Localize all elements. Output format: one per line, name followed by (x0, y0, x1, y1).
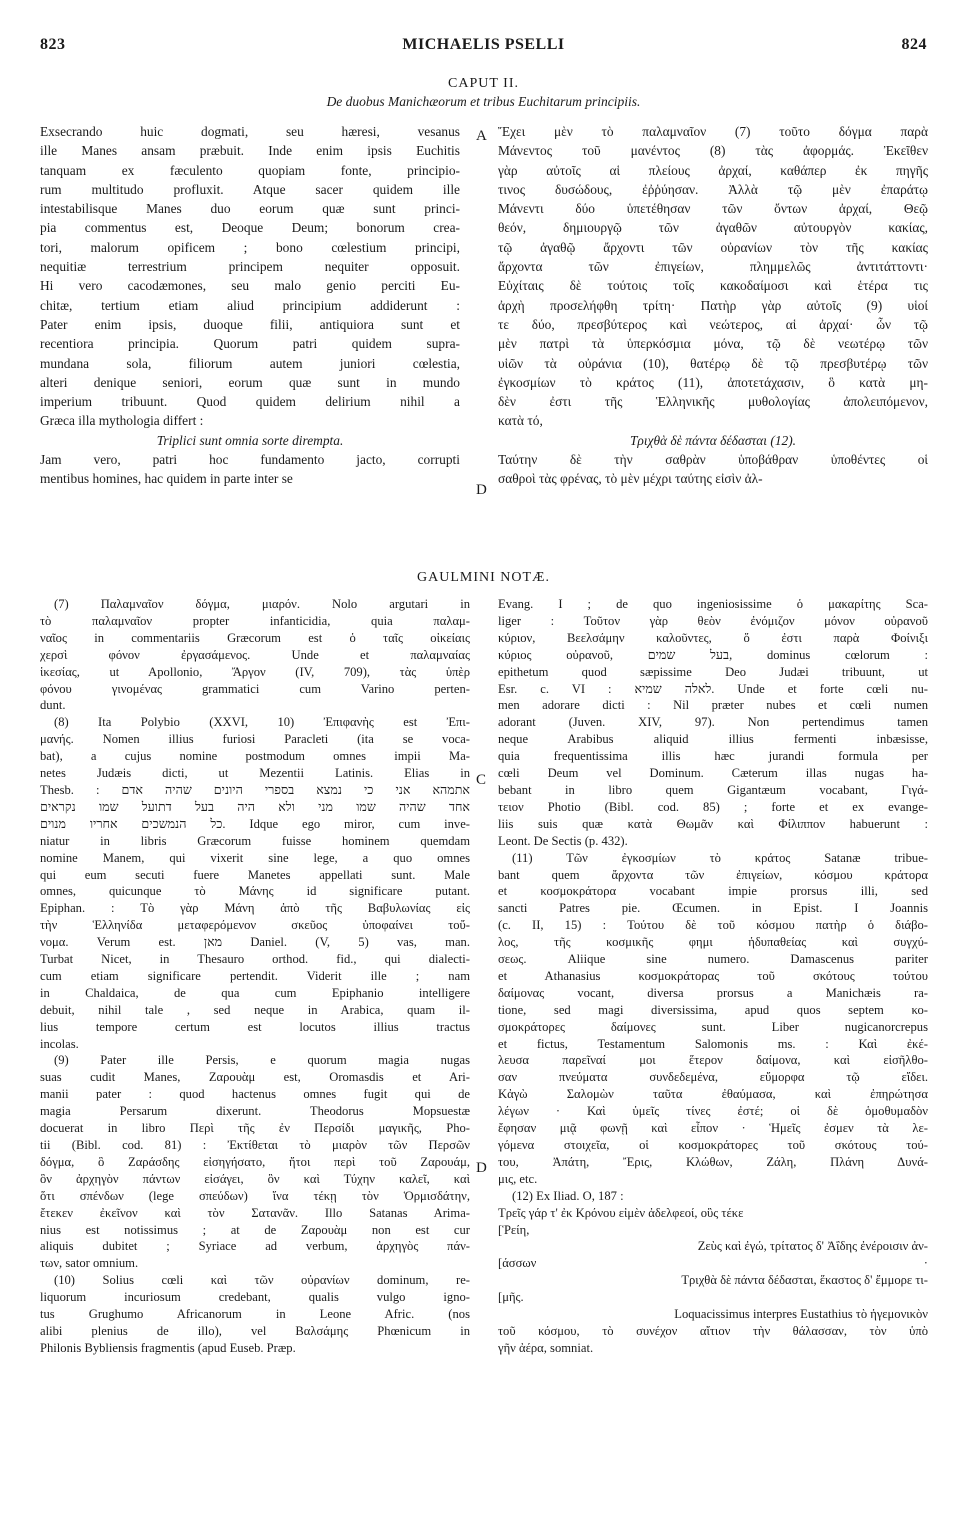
latin-text-line: alteri denique seniori, eorum quæ sunt in mundo (40, 374, 460, 390)
notes-left-line: suas cudit Manes, Ζαρουὰμ est, Oromasdis et Ari- (40, 1070, 470, 1085)
notes-left-line: omnes, quicunque τὸ Μάνης id significare putant. (40, 884, 470, 899)
notes-right-line: Ζεὺς καὶ ἐγώ, τρίτατος δ' Ἀΐδης ἐνέροισιν ἀν- (697, 1239, 928, 1254)
notes-left-line: τὴν Ἑλληνίδα μεταφερόμενον σκεῦος ὑποφαίνει τοὔ- (40, 918, 470, 933)
notes-right-line: men adorare dicti : Nil præter nubes et cœli numen (498, 698, 928, 713)
page-number-left: 823 (40, 36, 66, 53)
latin-text-line: Hi vero cacodæmones, seu malo genio perciti Eu- (40, 278, 460, 294)
notes-left-line: tii (Bibl. cod. 81) : Ἐκτίθεται τὸ μιαρὸν τῶν Περσῶν (40, 1138, 470, 1152)
latin-text-line: imperium tribuunt. Quod quidem delirium nihil a (40, 394, 460, 410)
greek-text-line: τε δύο, πρεσβύτερος καὶ νεώτερος, αἱ ἀρχαί· ὧν τῷ (498, 316, 928, 332)
notes-right-line: epithetum quod sæpissime Deo Judæi tribuunt, ut (498, 664, 928, 679)
notes-right-line: et κοσμοκράτορα vocabant impie prorsus illi, sed (498, 884, 928, 899)
notes-left-line: μανής. Nomen illius furiosi Paracleti (ita se voca- (40, 732, 470, 747)
notes-left-line: in Chaldaica, de qua cum Epiphanio intelligere (40, 985, 470, 1000)
greek-text-line: σαθροὶ τὰς φρένας, τὸ μὲν μέχρι ταύτης εἰσὶν ἀλ- (498, 471, 763, 487)
notes-right-column (498, 596, 928, 1357)
notes-left-line: ναῖος in commentariis Græcorum est ὁ ταῖς οἰκείαις (40, 630, 470, 645)
chapter-title: De duobus Manichæorum et tribus Euchitarum principiis. (326, 94, 641, 109)
notes-right-line: λευσα παρεῖναί μοι ἕτερον δαίμονα, καὶ εἰσῆλθο- (498, 1053, 928, 1068)
notes-left-line: niatur in libris Græcorum fuisse hominem quemdam (40, 833, 470, 848)
notes-right-line: (12) Ex Iliad. Ο, 187 : (512, 1188, 624, 1203)
notes-right-line: σεως. Aliique sine numero. Damascenus pariter (498, 952, 928, 967)
notes-left-line: (10) Solius cœli καὶ τῶν οὐρανίων dominum, re- (54, 1273, 470, 1288)
notes-left-line: χερσὶ φόνον ἐργασάμενος. Unde et παλαμναίας (40, 647, 470, 662)
notes-left-line: lius tempore certum est locutos illius tractus (40, 1019, 470, 1034)
greek-text-line: Ἔχει μὲν τὸ παλαμναῖον (7) τοῦτο δόγμα παρὰ (498, 124, 928, 139)
notes-left-line: Epiphan. : Τὸ γὰρ Μάνη ἀπὸ τῆς Βαβυλωνίας εἰς (40, 901, 470, 916)
notes-right-line: tione, sed magi diversissima, apud quos septem κο- (498, 1002, 928, 1017)
greek-text-line: θεόν, δημιουργῷ τῶν ἀγαθῶν αὐτουργὸν κακίας, (498, 220, 928, 236)
chapter-number: CAPUT II. (448, 76, 519, 91)
notes-left-line: magia Persarum dixerunt. Theodorus Mopsuestæ (40, 1104, 470, 1119)
greek-text-line: Μάνεντι δύο ὑπετέθησαν τῶν ὄντων ἀρχαί, Θεῷ (498, 201, 928, 217)
notes-left-line: τὸ παλαμναῖον propter infanticidia, quia παλαμ- (40, 613, 470, 628)
margin-letter-b: D (476, 482, 487, 498)
greek-text-line: ἀρχὴ προσελήφθη τρίτη· Πατὴρ γὰρ αὐτοῖς (9) υἱοί (498, 297, 928, 313)
notes-right-line: (c. II, 15) : Τούτου δὲ τοῦ κόσμου πατὴρ ὁ διάβο- (498, 918, 928, 933)
latin-text-column (40, 122, 460, 489)
notes-right-line: κύριος οὐρανοῦ, בעל שמים, dominus cœlorum : (498, 647, 928, 662)
greek-text-line: Εὐχίταις δὲ τούτοις τοῖς κακοδαίμοσι καὶ ἑτέρα τις (498, 278, 928, 294)
latin-text-line: Pater enim ipsis, duoque filii, antiquiora sunt et (40, 316, 460, 332)
notes-right-line: δαίμονας vocant, diversa prorsus a Manichæis ra- (498, 985, 928, 1000)
notes-left-line: (8) Ita Polybio (XXVI, 10) Ἐπιφανὴς est Ἐπι- (54, 715, 470, 730)
notes-heading: GAULMINI NOTÆ. (417, 570, 550, 585)
latin-text-line: pia commentus est, Deoque Deum; bonorum crea- (40, 220, 460, 236)
notes-left-line: νομα. Verum est. מאן Daniel. (V, 5) vas, man. (40, 935, 470, 950)
latin-text-line: recentiora principia. Quorum patri quidem supra- (40, 336, 460, 352)
running-head (40, 36, 927, 62)
notes-left-line: nomine Manem, qui vixerit sine lege, a quo omnes (40, 850, 470, 865)
notes-right-line: σαν πνεύματα συνδεδεμένα, εὔμορφα τῷ εἴδει. (498, 1070, 928, 1085)
latin-text-line: mentibus homines, hac quidem in parte inter se (40, 471, 293, 487)
notes-left-line: (9) Pater ille Persis, e quorum magia nugas (54, 1053, 470, 1068)
latin-text-line: Jam vero, patri hoc fundamento jacto, corrupti (40, 452, 460, 468)
greek-text-line: γὰρ αὐτοῖς αἱ πλείους ἀρχαί, καθάπερ ἐκ πηγῆς (498, 162, 928, 178)
notes-right-line: bant quem ἄρχοντα τῶν ἐπιγείων, κόσμου κράτορα (498, 867, 928, 882)
latin-text-line: intestabilisque Manes duo eorum quæ sunt princi- (40, 201, 460, 217)
notes-right-line: του, Ἀπάτη, Ἔρις, Κλώθων, Ζάλη, Πλάνη Δυνά- (498, 1154, 928, 1169)
notes-left-line: cum etiam significare pertendit. Viderit ille ; nam (40, 968, 470, 983)
margin-letter-a: A (476, 128, 487, 144)
notes-right-line: ἔφησαν μιᾷ φωνῇ καὶ εἶπον · Ἡμεῖς ἐσμεν τὰ λε- (498, 1121, 928, 1136)
notes-right-line: Evang. I ; de quo ingeniosissime ὁ μακαρίτης Sca- (498, 597, 928, 611)
notes-left-line: bat), a cujus nomine postmodum omnes impii Ma- (40, 749, 470, 764)
notes-left-line: (7) Παλαμναῖον δόγμα, μιαρόν. Nolo argutari in (54, 597, 470, 611)
notes-right-line: Τρεῖς γάρ τ' ἐκ Κρόνου εἰμὲν ἀδελφεοί, οὓς τέκε (498, 1205, 744, 1220)
greek-text-line: τῷ ἀγαθῷ ἄρχοντι τῶν οὐρανίων τὸν τῆς κακίας (498, 239, 928, 255)
notes-left-line: ὅτι σπένδων (lege σπεύδων) ἵνα τέκῃ τὸν Ὁρμισδάτην, (40, 1188, 470, 1203)
notes-left-line: netes Judæis dicti, ut Mezentii Latinis. Elias in (40, 766, 470, 781)
notes-right-line: τειον Photio (Bibl. cod. 85) ; forte et ex evange- (498, 799, 928, 814)
notes-left-line: liquorum incuriosum credebant, qualis vulgo igno- (40, 1290, 470, 1305)
notes-right-line: Loquacissimus interpres Eustathius τὸ ἡγεμονικὸν (674, 1307, 928, 1322)
margin-letter-d: D (476, 1160, 487, 1176)
notes-left-line: δόγμα, ὃ Ζαράσδης εἰσηγήσατο, ἤτοι περὶ τοῦ Ζαρουάμ, (40, 1154, 470, 1169)
notes-right-line: neque Arabibus aliquid illius fermenti inbæsisse, (498, 732, 928, 747)
greek-text-line: τινος δυσώδους, ἐῤῥύησαν. Ἀλλὰ τῷ μὲν ἐπαράτῳ (498, 181, 928, 197)
running-title: MICHAELIS PSELLI (402, 36, 565, 53)
notes-left-line: docuerat in libro Περὶ τῆς ἐν Περσίδι μαγικῆς, Pho- (40, 1121, 470, 1136)
greek-text-line: Ταύτην δὲ τὴν σαθρὰν ὑποβάθραν ὑποθέντες οἱ (498, 452, 928, 468)
notes-left-line: incolas. (40, 1036, 79, 1051)
notes-left-line: alibi plenius de illo), vel Βαλσάμης Phœnicum in (40, 1323, 470, 1338)
notes-left-line: qui eum secuti fuere Manetes appellati sunt. Male (40, 867, 470, 882)
notes-right-line: Κἀγὼ Σαλομὼν ταῦτα ἐθαύμασα, καὶ ἐπηρώτησα (498, 1087, 928, 1102)
notes-left-line: Turbat Nicet, in Thesauro orthod. fid., qui dialecti- (40, 952, 470, 967)
greek-text-line: ἄρχοντα τῶν ἐπιγείων, πλημμελῶς ἀντιτάττοντι· (498, 259, 928, 275)
notes-left-line: nius est notissimus ; at de Ζαρουὰμ non est cur (40, 1222, 470, 1237)
notes-right-line: quia frequentissima illis hæc jurandi formula per (498, 749, 928, 764)
latin-text-line: tanquam ex fæculento quopiam fonte, principio- (40, 162, 460, 178)
greek-text-line: Μάνεντος τοῦ μανέντος (8) τὰς ἀφορμάς. Ἐκεῖθεν (498, 143, 928, 159)
latin-text-line: Græca illa mythologia differt : (40, 413, 204, 429)
notes-left-line: φόνου γινομένας grammatici cum Varino perten- (40, 681, 470, 696)
notes-left-line: ἔτεκεν ἐκεῖνον καὶ τὸν Σατανᾶν. Illo Satanas Arima- (40, 1205, 470, 1220)
latin-text-line: ille Manes ansam præbuit. Inde enim ipsis Euchitis (40, 143, 460, 159)
notes-right-line: Τριχθὰ δὲ πάντα δέδασται, ἕκαστος δ' ἔμμορε τι- (681, 1273, 928, 1288)
notes-left-line: aliquis dubitet ; Syriace ad verbum, ἀρχηγὸς πάν- (40, 1239, 470, 1254)
greek-text-line: Τριχθὰ δὲ πάντα δέδασται (12). (629, 432, 797, 448)
notes-right-line: (11) Τῶν ἐγκοσμίων τὸ κράτος Satanæ tribue- (512, 850, 928, 865)
margin-letter-c: C (476, 772, 487, 788)
notes-left-line: debuit, nihil tale , sed neque in Arabica, quam il- (40, 1002, 470, 1017)
notes-left-line: των, sator omnium. (40, 1256, 139, 1271)
notes-right-line: λος, τῆς κοσμικῆς φημι ἡδυπαθείας καὶ συγχύ- (498, 935, 928, 950)
greek-text-line: υἱῶν τὰ οὐράνια (10), θατέρῳ δὲ τῷ πρεσβυτέρῳ τῶν (498, 355, 928, 371)
latin-text-line: mundana sola, filiorum autem juniori cœlestia, (40, 355, 460, 371)
notes-right-line: Esr. c. VI : לאלה שמיא. Unde et forte cœli nu- (498, 681, 928, 696)
notes-right-line: γῆν ἀέρα, somniat. (498, 1340, 594, 1355)
notes-right-line: et fictus, Testamentum Salomonis ms. : Καὶ ἐκέ- (498, 1036, 928, 1051)
greek-text-line: ἐγκοσμίων τὸ κράτος (11), ἀποτετάχασιν, ὃ κατὰ μη- (498, 374, 928, 390)
notes-left-line: dunt. (40, 698, 66, 713)
notes-right-line: Leont. De Sectis (p. 432). (498, 833, 628, 848)
latin-text-line: Triplici sunt omnia sorte dirempta. (156, 432, 344, 448)
notes-right-line: κύριον, Βεελσάμην καλοῦντες, ὅ ἐστι παρὰ Φοίνιξι (498, 630, 928, 645)
notes-right-line: [Ῥείη, (498, 1222, 530, 1237)
notes-right-line: liis suis quæ κατὰ Θωμᾶν καὶ Φίλιππον habuerunt : (498, 816, 928, 831)
notes-right-line: sancti Patres pie. Œcumen. in Epist. I Joannis (498, 901, 928, 916)
latin-text-line: nequitiæ terrestrium principem nequiter opposuit. (40, 259, 460, 275)
notes-right-line: γόμενα στοιχεῖα, οἱ κοσμοκράτορες τοῦ σκότους τού- (498, 1138, 928, 1152)
latin-text-line: Exsecrando huic dogmati, seu hæresi, vesanus (40, 124, 460, 139)
notes-right-line: τοῦ κόσμου, τὸ συνέχον αἴτιον τὴν θάλασσαν, τὸν ὑπὸ (498, 1323, 928, 1338)
notes-right-line: [άσσων · (498, 1256, 928, 1271)
notes-right-line: adorant (Juven. XIV, 97). Non pertendimus tamen (498, 715, 928, 730)
greek-text-line: κατὰ τό, (498, 413, 543, 429)
notes-left-line: ὃν ἀρχηγὸν πάντων εἰσάγει, ὃν καὶ Τύχην καλεῖ, καὶ (40, 1171, 470, 1186)
latin-text-line: rum multitudo profluxit. Atque sacer quidem ille (40, 181, 460, 197)
notes-left-line: כל הנמשכים אחריו מנוים. Idque ego miror, cum inve- (40, 816, 470, 831)
notes-right-line: λέγων · Καὶ ὑμεῖς τίνες ἐστέ; οἱ δὲ ὁμοθυμαδὸν (498, 1104, 928, 1119)
notes-left-column (40, 596, 470, 1357)
latin-text-line: tori, malorum opificem ; bono cœlestium principi, (40, 239, 460, 255)
page-number-right: 824 (901, 36, 927, 53)
greek-text-column (498, 122, 928, 489)
notes-left-line: אחד שהיה שמו מני ולא היה בעל דתועל שמו נקראים (40, 799, 470, 814)
notes-left-line: ἱκεσίας, ut Apollonio, Ἄργον (IV, 709), τὰς ὑπὲρ (40, 664, 470, 679)
notes-right-line: cœli Deum vel Dominum. Cæterum illas nugas ha- (498, 766, 928, 781)
notes-left-line: tus Grughumo Africanorum in Leone Afric. (nos (40, 1307, 470, 1322)
notes-right-line: et Athanasius κοσμοκράτορας τοῦ σκότους τούτου (498, 968, 928, 983)
latin-text-line: chitæ, tertium etiam aliud principium addiderunt : (40, 297, 460, 313)
greek-text-line: μὲν πατρὶ τὰ ὑπερκόσμια μόνα, τῷ δὲ νεωτέρῳ τῶν (498, 336, 928, 352)
notes-right-line: [μῆς. (498, 1290, 524, 1305)
notes-right-line: σμοκράτορες δαίμονες sunt. Liber nugicanorcrepus (498, 1019, 928, 1034)
notes-left-line: Philonis Bybliensis fragmentis (apud Euseb. Præp. (40, 1340, 296, 1355)
notes-right-line: bebant in libro quem Gigantæum vocabant, Γιγά- (498, 782, 928, 797)
notes-left-line: manii pater : quod hactenus omnes fugit qui de (40, 1087, 470, 1102)
greek-text-line: δὲν ἐστι τῆς Ἑλληνικῆς μυθολογίας ἀπολειπόμενον, (498, 394, 928, 410)
notes-right-line: μις, etc. (498, 1171, 538, 1186)
notes-left-line: Thesb. : אתמהא אני כי נמצא בספרי היונים שהיה אדם (40, 782, 470, 797)
notes-right-line: liger : Τοῦτον γὰρ θεὸν ἐνόμιζον μόνον οὐρανοῦ (498, 613, 928, 628)
